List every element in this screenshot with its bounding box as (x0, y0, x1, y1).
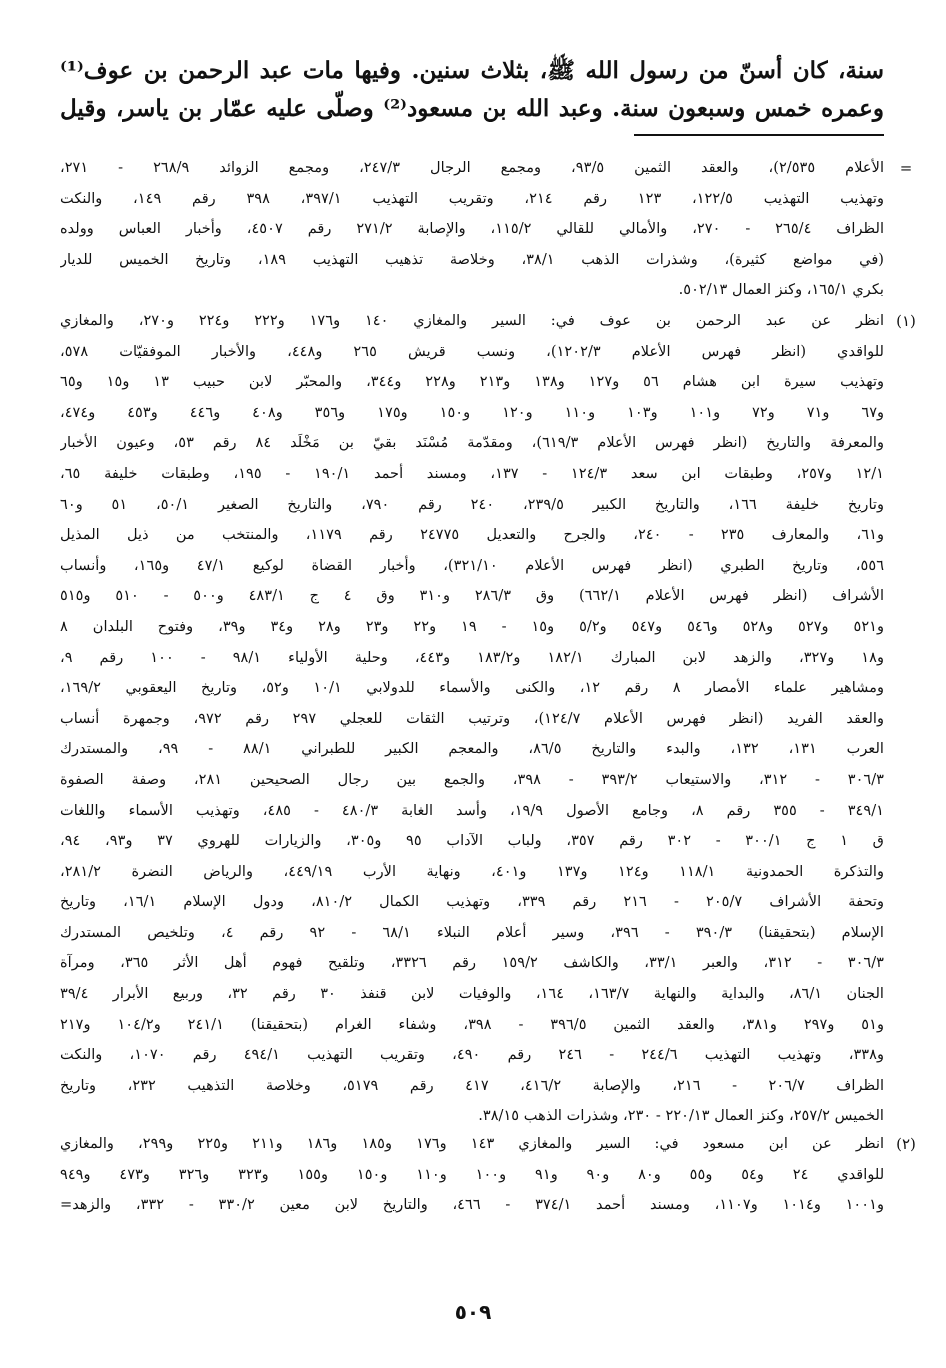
footnote-line: ٣٠٦/٣ - ٣١٢، والعبر ٣٣/١، والكاشف ١٥٩/٢ رقم ٣٣٢٦، وتلقيح فهوم أهل الأثر ٣٦٥، ومرآة (60, 954, 884, 972)
footnote-line: وتهذيب سيرة ابن هشام ٥٦ و١٢٧ و١٣٨ و٢١٣ و٢٢٨ و٣٤٤، والمحبّر لابن حبيب ١٣ و١٥ و٦٥ (60, 373, 884, 391)
footnote-line: والعقد الفريد (انظر فهرس الأعلام ١٢٤/٧)، وترتيب الثقات للعجلي ٢٩٧ رقم ٩٧٢، وجمهرة أنساب (60, 709, 884, 727)
footnote-line: ق ١ ج ٣٠٠/١ - ٣٠٢ رقم ٣٥٧، ولباب الآداب ٩٥ و٣٠٥، والزيارات للهروي ٣٧ و٩٣، ٩٤، (60, 832, 884, 850)
footnote-line: الظراف ٢٦٥/٤ - ٢٧٠، والأمالي للقالي ١١٥/٢، والإصابة ٢٧١/٢ رقم ٤٥٠٧، وأخبار العباس وولده (60, 220, 884, 238)
footnote-line: و٦١، والمعارف ٢٣٥ - ٢٤٠، والجرح والتعديل ٢٤٧٧٥ رقم ١١٧٩، والمنتخب من ذيل المذيل (60, 526, 884, 544)
footnote-line: الأشراف (انظر فهرس الأعلام ٦٦٢/١) وق ٢٨٦/٣ و٣١٠ وق ٤ ج ٤٨٣/١ و٥٠٠ - ٥١٠ و٥١٥ (60, 587, 884, 605)
footnote-line: وتحفة الأشراف ٢٠٥/٧ - ٢١٦ رقم ٣٣٩، وتهذيب الكمال ٨١٠/٢، ودول الإسلام ١٦/١، وتاريخ (60, 893, 884, 911)
footnote-line: و١٨ و٣٢٧، والزهد لابن المبارك ١٨٢/١ و١٨٣/٢ و٤٤٣، وحلية الأولياء ٩٨/١ - ١٠٠ رقم ٩، (60, 648, 884, 666)
footnote-line: و٣٣٨، وتهذيب التهذيب ٢٤٤/٦ - ٢٤٦ رقم ٤٩٠، وتقريب التهذيب ٤٩٤/١ رقم ١٠٧٠، والنكت (60, 1046, 884, 1064)
footnote-continuation (60, 153, 913, 306)
footnote-line: والمعرفة والتاريخ (انظر فهرس الأعلام ٦١٩/٣)، ومقدّمة مُسْنَد بقيّ بن مَخْلَد ٨٤ رقم ٥٣، وعيون الأخبار (60, 434, 884, 452)
footnote-line: العرب ١٣١، ١٣٢، والبدء والتاريخ ٨٦/٥، والمعجم الكبير للطبراني ٨٨/١ - ٩٩، والمستدرك (60, 740, 884, 758)
footnote-line: والتذكرة الحمدونية ١١٨/١ و١٢٤ و١٣٧ و٤٠١، ونهاية الأرب ٤٤٩/١٩، والرياض النضرة ٢٨١/٢، (60, 862, 884, 880)
footnote-line: ١٢/١ و٢٥٧، وطبقات ابن سعد ١٢٤/٣ - ١٣٧، ومسند أحمد ١٩٠/١ - ١٩٥، وطبقات خليفة ٦٥، (60, 464, 884, 482)
footnote-marker: = (899, 159, 913, 177)
footnote-line: الخميس ٢٥٧/٢، وكنز العمال ٢٢٠/١٣ - ٢٣٠، وشذرات الذهب ٣٨/١٥. (478, 1107, 884, 1125)
footnote-line: الإسلام (بتحقيقنا) ٣٩٠/٣ - ٣٩٦، وسير أعلام النبلاء ٦٨/١ - ٩٢ رقم ٤، وتلخيص المستدرك (60, 923, 884, 941)
main-text-line: وعمره خمس وسبعون سنة. وعبد الله بن مسعود⁽²⁾ وصلّى عليه عمّار بن ياسر، وقيل (60, 95, 884, 122)
page-number: ٥٠٩ (454, 1300, 492, 1324)
footnote-line: ٣٠٦/٣ - ٣١٢، والاستيعاب ٣٩٣/٢ - ٣٩٨، والجمع بين رجال الصحيحين ٢٨١، وصفة الصفوة (60, 770, 884, 788)
footnote-line: وتاريخ خليفة ١٦٦، والتاريخ الكبير ٢٣٩/٥، ٢٤٠ رقم ٧٩٠، والتاريخ الصغير ٥٠/١، ٥١ و٦٠ (60, 495, 884, 513)
footnote-line: للواقدي (انظر فهرس الأعلام ١٢٠٢/٣)، ونسب قريش ٢٦٥ و٤٤٨، والأخبار الموفقيّات ٥٧٨، (60, 342, 884, 360)
footnote-marker: (١) (896, 312, 916, 330)
footnote-separator (634, 134, 884, 136)
footnote-line: (في مواضع كثيرة)، وشذرات الذهب ٣٨/١، وخلاصة تذهيب التهذيب ١٨٩، وتاريخ الخميس للديار (60, 250, 884, 268)
footnote-line: الأعلام ٢/٥٣٥)، والعقد الثمين ٩٣/٥، ومجمع الرجال ٢٤٧/٣، ومجمع الزوائد ٢٦٨/٩ - ٢٧١، (60, 159, 884, 176)
footnote-line: ومشاهير علماء الأمصار ٨ رقم ١٢، والكنى والأسماء للدولابي ١٠/١ و٥٢، وتاريخ اليعقوبي ١٦٩/٢، (60, 679, 884, 697)
footnote-line: الجنان ٨٦/١، والبداية والنهاية ١٦٣/٧، ١٦٤، والوفيات لابن قنفذ ٣٠ رقم ٣٢، وربيع الأبرار ٣٩/٤ (60, 985, 884, 1003)
footnote-line: بكري ١٦٥/١، وكنز العمال ٥٠٢/١٣. (678, 281, 884, 299)
footnote-line: و٥١ و٢٩٧ و٣٨١، والعقد الثمين ٣٩٦/٥ - ٣٩٨، وشفاء الغرام (بتحقيقنا) ٢٤١/١ و١٠٤/٢ و٢١٧ (60, 1015, 884, 1033)
footnote-line: ٣٤٩/١ - ٣٥٥ رقم ٨، وجامع الأصول ١٩/٩، وأسد الغابة ٤٨٠/٣ - ٤٨٥، وتهذيب الأسماء واللغات (60, 801, 884, 819)
footnote-line: و٦٧ و٧١ و٧٢ و١٠١ و١٠٣ و١١٠ و١٢٠ و١٥٠ و١٧٥ و٣٥٦ و٤٠٨ و٤٤٦ و٤٥٣ و٤٧٤، (60, 403, 884, 421)
footnote-1 (60, 306, 916, 1132)
footnote-line: انظر عن عبد الرحمن بن عوف في: السير والمغازي ١٤٠ و١٧٦ و٢٢٢ و٢٢٤ و٢٧٠، والمغازي (60, 312, 884, 329)
footnote-line: و٥٢١ و٥٢٧ و٥٢٨ و٥٤٦ و٥٤٧ و٥/٢ و١٥ - ١٩ و٢٢ و٢٣ و٢٨ و٣٤ و٣٩، وفتوح البلدان ٨ (60, 617, 884, 635)
main-text-line: سنة، كان أسنّ من رسول الله ﷺ، بثلاث سنين. وفيها مات عبد الرحمن بن عوف⁽¹⁾ (60, 57, 884, 84)
footnote-line: الظراف ٢٠٦/٧ - ٢١٦، والإصابة ٤١٦/٢، ٤١٧ رقم ٥١٧٩، وخلاصة التذهيب ٢٣٢، وتاريخ (60, 1076, 884, 1094)
footnote-line: و١٠٠١ و١٠١٤ و١١٠٧، ومسند أحمد ٣٧٤/١ - ٤٦٦، والتاريخ لابن معين ٣٣٠/٢ - ٣٣٢، والزهد= (60, 1196, 884, 1214)
main-text (60, 52, 884, 128)
footnote-marker: (٢) (896, 1135, 916, 1153)
footnote-line: وتهذيب التهذيب ١٢٢/٥، ١٢٣ رقم ٢١٤، وتقريب التهذيب ٣٩٧/١، ٣٩٨ رقم ١٤٩، والنكت (60, 189, 884, 207)
footnote-line: انظر عن ابن مسعود في: السير والمغازي ١٤٣ و١٧٦ و١٨٥ و١٨٦ و٢١١ و٢٢٥ و٢٩٩، والمغازي (60, 1135, 884, 1152)
footnote-line: للواقدي ٢٤ و٥٤ و٥٥ و٨٠ و٩٠ و٩١ و١٠٠ و١١٠ و١٥٠ و١٥٥ و٣٢٣ و٣٢٦ و٤٧٣ و٩٤٩ (60, 1165, 884, 1183)
footnote-line: ٥٥٦، وتاريخ الطبري (انظر فهرس الأعلام ٣٢١/١٠)، وأخبار القضاة لوكيع ٤٧/١ و١٦٥، وأنساب (60, 556, 884, 574)
footnote-2 (60, 1129, 916, 1221)
